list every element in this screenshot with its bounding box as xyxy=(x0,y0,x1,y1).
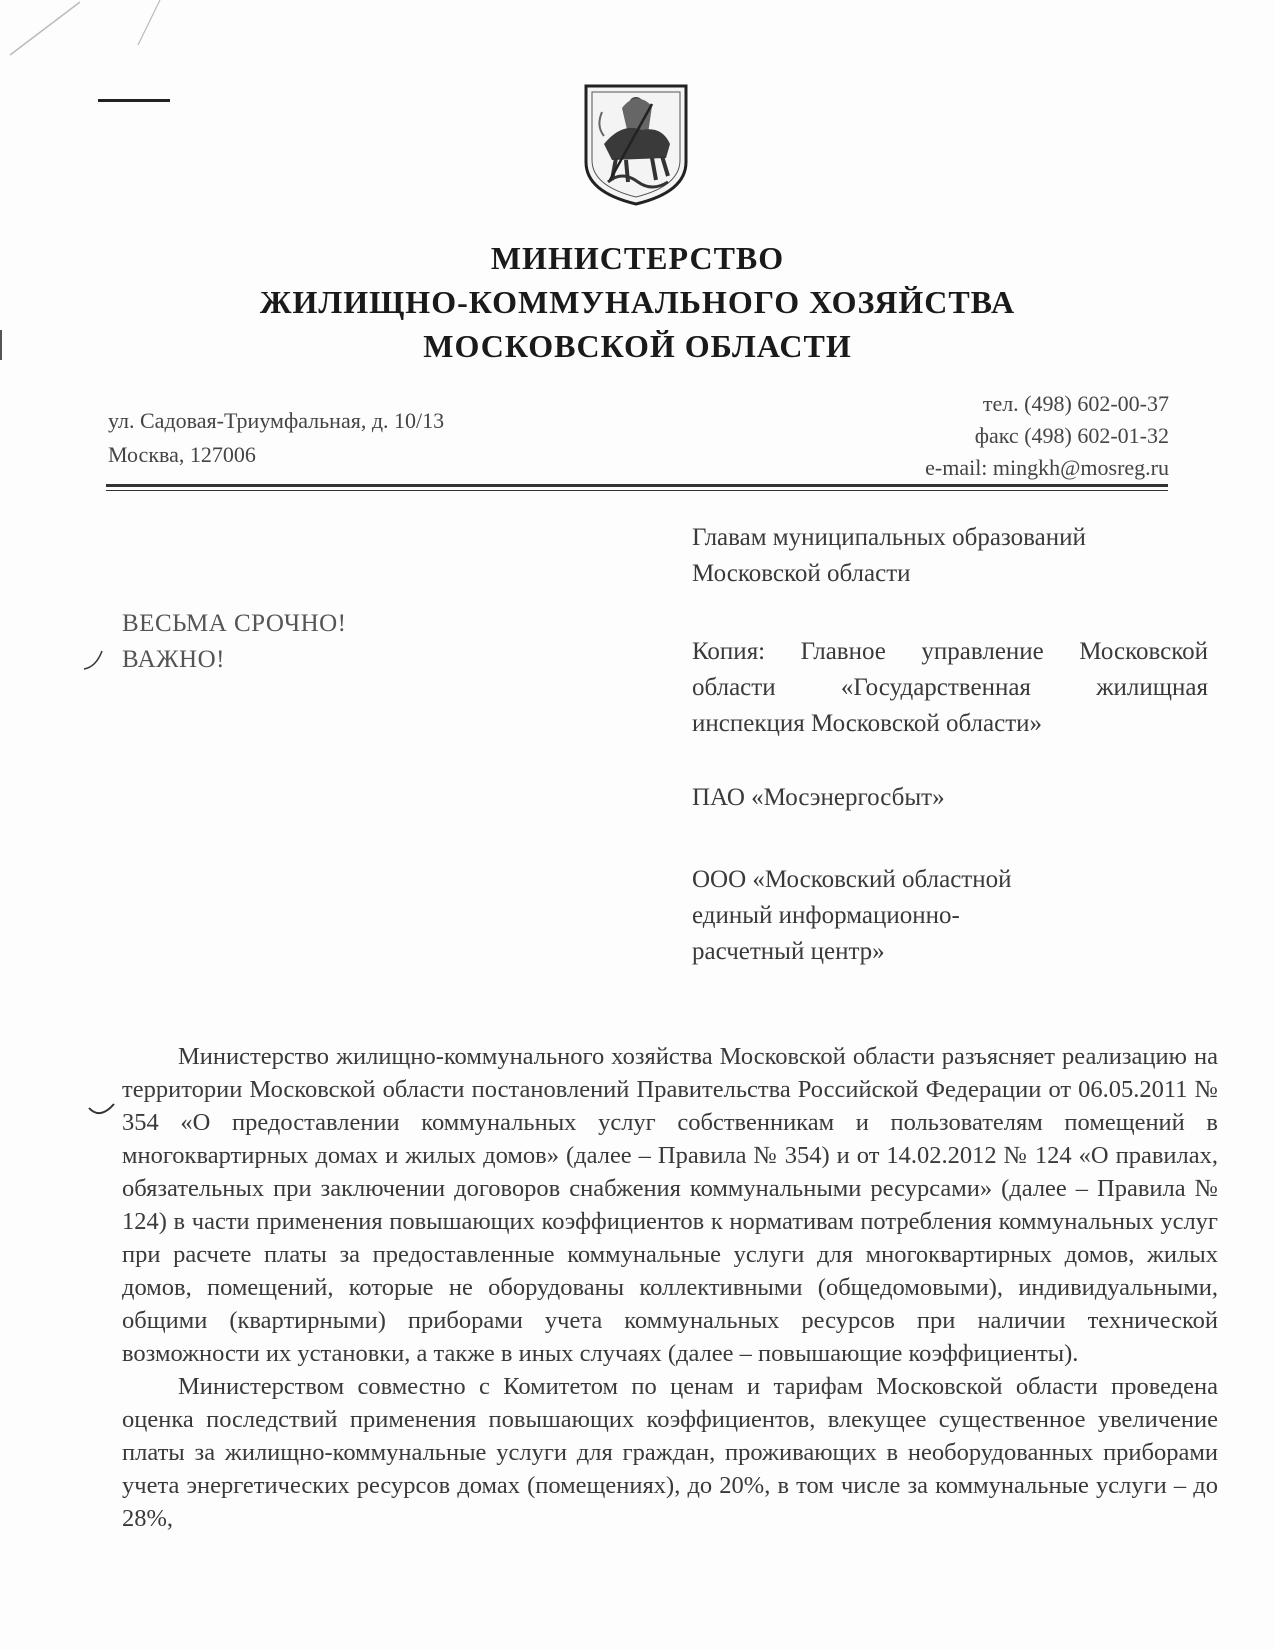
recipient-copy-text: Копия: Главное управление Московской области «Государственная жилищная инспекция Московской области» xyxy=(692,638,1208,737)
title-line-1: МИНИСТЕРСТВО xyxy=(490,240,785,276)
urgency-line-2: ВАЖНО! xyxy=(122,646,225,673)
ministry-contacts xyxy=(925,388,1169,484)
contact-phone: тел. (498) 602-00-37 xyxy=(982,391,1169,416)
scan-corner-marks xyxy=(0,0,200,60)
header-divider-top xyxy=(106,484,1168,487)
recipient-org2 xyxy=(692,862,1072,970)
body-paragraph-1: Министерство жилищно-коммунального хозяйства Московской области разъясняет реализацию на территории Московской области постановлений Правительства Российской Федерации от 06.05.2011 № 354 «О предоставлении коммунальных услуг собственникам и пользователям помещений в многоквартирных домах и жилых домов» (далее – Правила № 354) и от 14.02.2012 № 124 «О правилах, обязательных при заключении договоров снабжения коммунальными ресурсами» (далее – Правила № 124) в части применения повышающих коэффициентов к нормативам потребления коммунальных услуг при расчете платы за предоставленные коммунальные услуги для многоквартирных домов, жилых домов, помещений, которые не оборудованы коллективными (общедомовыми), индивидуальными, общими (квартирными) приборами учета коммунальных ресурсов при наличии технической возможности их установки, а также в иных случаях (далее – повышающие коэффициенты). xyxy=(122,1043,1218,1367)
recipient-main xyxy=(692,520,1152,592)
recipient-org1-text: ПАО «Мосэнергосбыт» xyxy=(692,784,945,811)
recipient-org1 xyxy=(692,780,1208,816)
title-line-3: МОСКОВСКОЙ ОБЛАСТИ xyxy=(423,328,852,364)
address-street: ул. Садовая-Триумфальная, д. 10/13 xyxy=(108,408,445,433)
recipient-copy xyxy=(692,634,1208,742)
ministry-address xyxy=(108,404,444,472)
urgency-line-1: ВЕСЬМА СРОЧНО! xyxy=(122,610,347,637)
contact-fax: факс (498) 602-01-32 xyxy=(974,423,1169,448)
scan-mark-line xyxy=(98,99,170,102)
ministry-title xyxy=(200,236,1075,368)
contact-email: e-mail: mingkh@mosreg.ru xyxy=(925,455,1169,480)
body-paragraph-2: Министерством совместно с Комитетом по ценам и тарифам Московской области проведена оценка последствий применения повышающих коэффициентов, влекущее существенное увеличение платы за жилищно-коммунальные услуги для граждан, проживающих в необорудованных приборами учета энергетических ресурсов домах (помещениях), до 20%, в том числе за коммунальные услуги – до 28%, xyxy=(122,1373,1218,1532)
handwritten-tick-mark xyxy=(80,645,110,675)
scan-edge-mark xyxy=(0,330,2,360)
coat-of-arms-icon xyxy=(582,82,690,208)
title-line-2: ЖИЛИЩНО-КОММУНАЛЬНОГО ХОЗЯЙСТВА xyxy=(259,284,1016,320)
address-city: Москва, 127006 xyxy=(108,442,256,467)
handwritten-curl-mark xyxy=(86,1098,118,1122)
letter-body xyxy=(122,1040,1218,1535)
recipient-org2-text: ООО «Московский областной единый информационно-расчетный центр» xyxy=(692,866,1012,965)
urgency-note xyxy=(122,606,347,678)
header-divider-bottom xyxy=(106,490,1168,491)
recipient-main-text: Главам муниципальных образований Московской области xyxy=(692,524,1086,587)
